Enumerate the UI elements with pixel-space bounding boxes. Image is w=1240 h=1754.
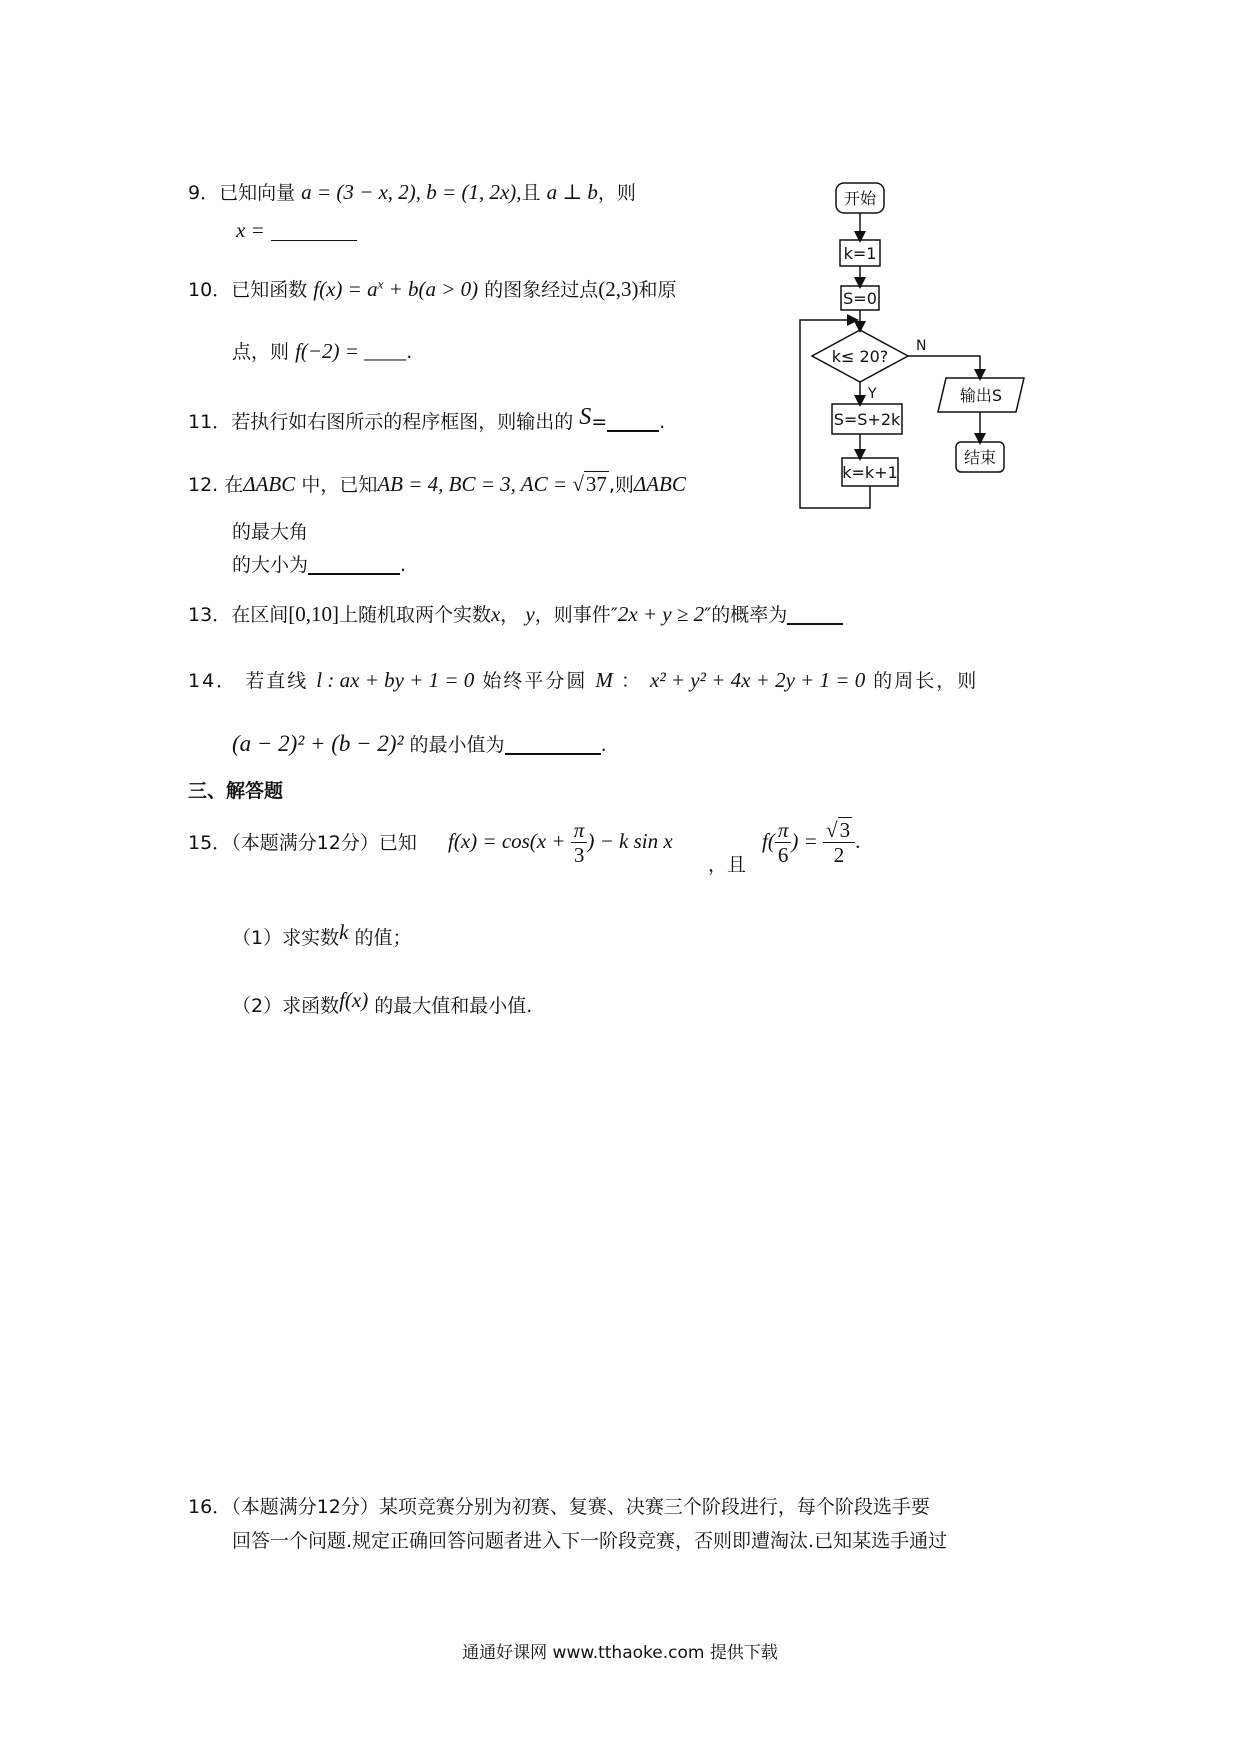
q14-text1: 若直线 [245, 670, 309, 692]
q15-three: 3 [573, 843, 585, 868]
q12-triangle2: ΔABC [633, 472, 686, 496]
q15-two: 2 [833, 843, 845, 868]
q15-sub2-text: （2）求函数 [232, 995, 340, 1017]
q13-text3: ，则事件 [534, 604, 611, 626]
q10-period: . [406, 341, 413, 363]
fc-condition-label: k≤ 20? [831, 347, 889, 366]
question-11 [188, 404, 665, 434]
q9-text2: 且 [521, 182, 541, 204]
q14-number: 14． [188, 670, 238, 692]
q15-period: . [855, 829, 861, 854]
q15-pi2: π [775, 818, 792, 843]
q15-function-def [448, 818, 673, 867]
q10-blank[interactable]: ____ [364, 339, 407, 363]
q12-sides: AB = 4, BC = 3, AC = [377, 472, 573, 496]
question-10-line2 [232, 337, 412, 364]
q15-number: 15． [188, 832, 232, 854]
question-15 [188, 828, 417, 855]
q10-text2: 的图象经过点 [484, 279, 599, 301]
q9-blank[interactable] [271, 220, 357, 241]
q14-line: l : ax + by + 1 = 0 [316, 668, 475, 692]
q10-text3: 和原 [638, 279, 677, 301]
question-9 [188, 178, 636, 205]
question-16 [188, 1492, 930, 1519]
q14-blank[interactable] [505, 733, 601, 755]
q10-number: 10． [188, 279, 232, 301]
q12-number: 12. [188, 474, 219, 496]
q10-line2-text: 点，则 [232, 341, 290, 363]
q13-x: x [490, 602, 501, 626]
q15-pi: π [571, 818, 588, 843]
q10-f-minus2: f(−2) = [295, 339, 365, 363]
q10-function: f(x) = a [313, 277, 378, 301]
q13-number: 13． [188, 604, 232, 626]
q15-and: ，且 [708, 854, 747, 876]
q11-var: S [579, 404, 592, 430]
fc-no-label: N [916, 338, 927, 354]
q14-circle: M [595, 668, 613, 692]
q11-text: 若执行如右图所示的程序框图，则输出的 [231, 411, 574, 433]
q12-triangle: ΔABC [243, 472, 296, 496]
q12-line2: 的最大角 [232, 521, 309, 543]
q16-line1: （本题满分12分）某项竞赛分别为初赛、复赛、决赛三个阶段进行，每个阶段选手要 [231, 1496, 930, 1518]
q15-sqrt3: 3 [839, 818, 851, 842]
page-footer: 通通好课网 www.tthaoke.com 提供下载 [462, 1643, 778, 1663]
q9-text3: ，则 [597, 182, 636, 204]
q13-comma: ， [500, 604, 520, 626]
q11-period: . [659, 411, 666, 433]
q13-event: 2x + y ≥ 2 [617, 602, 705, 626]
question-13 [188, 600, 843, 627]
q10-function-rest: + b(a > 0) [383, 277, 479, 301]
fc-end-label: 结束 [963, 448, 997, 467]
fc-start-label: 开始 [843, 189, 877, 208]
q15-score: （本题满分12分）已知 [231, 832, 417, 854]
q12-line3-text: 的大小为 [232, 554, 309, 576]
q15-subquestion-2 [232, 988, 532, 1018]
q15-sub1-text2: 的值； [354, 927, 412, 949]
q15-subquestion-1 [232, 920, 411, 950]
q15-f-left: f(x) = cos(x + [448, 829, 571, 854]
q11-blank[interactable] [607, 410, 659, 432]
q14-text3: 的周长，则 [873, 670, 979, 692]
fc-yes-label: Y [868, 386, 877, 402]
q15-sub1-k: k [339, 920, 349, 944]
q9-text: 已知向量 [219, 182, 296, 204]
q13-text4: 的概率为 [711, 604, 788, 626]
q15-six: 6 [777, 843, 789, 868]
q14-colon: ： [620, 670, 642, 692]
q13-quote-close: ″ [704, 604, 712, 626]
q12-text3: ,则 [608, 474, 634, 496]
section-heading: 三、解答题 [188, 780, 284, 802]
fc-s-init-label: S=0 [843, 289, 877, 308]
question-12-line3 [232, 550, 406, 577]
question-12: 12. 在ΔABC 中，已知AB = 4, BC = 3, AC = √37 ,则ΔABC [188, 472, 686, 496]
q12-text2: 中，已知 [301, 474, 378, 496]
q13-text2: 上随机取两个实数 [338, 604, 491, 626]
q13-y: y [525, 602, 535, 626]
q16-line2: 回答一个问题.规定正确回答问题者进入下一阶段竞赛，否则即遭淘汰.已知某选手通过 [232, 1530, 948, 1552]
q12-sqrt: 37 [585, 472, 607, 496]
q10-exponent: x [377, 276, 384, 292]
q13-blank[interactable] [787, 603, 843, 625]
q13-quote-open: ″ [610, 604, 618, 626]
q10-text: 已知函数 [231, 279, 308, 301]
q9-x-equals: x = [236, 218, 265, 242]
q11-eq: = [591, 411, 608, 433]
q15-condition: f( $\frac{\pi}{6}$ ) = $\frac{√3}{2}$ . [762, 818, 861, 868]
q16-number: 16． [188, 1496, 232, 1518]
q13-text1: 在区间 [231, 604, 289, 626]
q9-number: 9． [188, 182, 220, 204]
q11-number: 11． [188, 411, 232, 433]
q12-period: . [400, 554, 407, 576]
q12-blank[interactable] [308, 553, 400, 575]
q15-f-right: ) − k sin x [587, 829, 673, 854]
q14-text4: 的最小值为 [409, 734, 505, 756]
fc-k-init-label: k=1 [843, 244, 877, 263]
question-14 [188, 666, 978, 693]
fc-output-label: 输出S [959, 386, 1003, 405]
q9-condition: a ⊥ b [546, 180, 598, 204]
q14-circle-eq: x² + y² + 4x + 2y + 1 = 0 [650, 668, 866, 692]
fc-k-update-label: k=k+1 [842, 463, 898, 482]
fc-s-update-label: S=S+2k [833, 410, 901, 429]
question-9-answer-line [236, 218, 357, 243]
q9-vectors: a = (3 − x, 2), b = (1, 2x), [301, 180, 522, 204]
q15-f6-left: f( [762, 829, 775, 854]
program-flowchart [798, 178, 1028, 518]
q13-interval: [0,10] [288, 602, 339, 626]
q10-point: (2,3) [598, 277, 639, 301]
q14-period: . [600, 734, 607, 756]
question-14-line2 [232, 730, 607, 757]
q15-f6-right: ) = [791, 829, 824, 854]
question-10 [188, 275, 677, 302]
q15-sub2-f: f(x) [339, 988, 369, 1012]
q15-sub2-text2: 的最大值和最小值. [374, 995, 533, 1017]
q14-expression: (a − 2)² + (b − 2)² [232, 731, 404, 756]
q14-text2: 始终平分圆 [482, 670, 588, 692]
q12-text1: 在 [224, 474, 244, 496]
q15-sub1-text: （1）求实数 [232, 927, 340, 949]
